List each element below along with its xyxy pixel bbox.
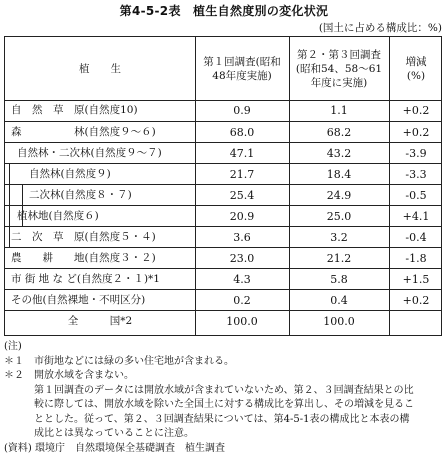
cell-second: 0.4 bbox=[330, 294, 348, 307]
cell-second: 24.9 bbox=[326, 189, 352, 202]
cell-change: -3.3 bbox=[405, 168, 427, 181]
cell-change: +1.5 bbox=[402, 273, 430, 286]
table-row bbox=[5, 184, 441, 206]
cell-first: 100.0 bbox=[226, 315, 258, 328]
cell-first: 25.4 bbox=[229, 189, 255, 202]
note-line: ＊１ 市街地などには緑の多い住宅地が含まれる。 bbox=[4, 355, 234, 367]
table-row bbox=[5, 289, 441, 311]
header-first-survey: 第１回調査(昭和48年度実施) bbox=[203, 55, 281, 82]
cell-change: +0.2 bbox=[402, 294, 430, 307]
table-row bbox=[5, 163, 441, 185]
cell-change: -1.8 bbox=[405, 252, 427, 265]
row-label: 自然林(自然度９) bbox=[29, 168, 111, 180]
row-label: 農 耕 地(自然度３・２) bbox=[11, 252, 156, 264]
cell-change: +0.2 bbox=[402, 126, 430, 139]
cell-first: 20.9 bbox=[229, 210, 255, 223]
row-label: 二次林(自然度８・７) bbox=[29, 189, 132, 201]
cell-first: 47.1 bbox=[229, 147, 255, 160]
table-row bbox=[5, 226, 441, 248]
cell-change: -3.9 bbox=[405, 147, 427, 160]
table-row bbox=[5, 205, 441, 227]
table-header bbox=[5, 37, 441, 101]
cell-first: 68.0 bbox=[229, 126, 255, 139]
header-category: 植 生 bbox=[79, 62, 121, 75]
cell-first: 4.3 bbox=[233, 273, 251, 286]
row-label: 全 国*2 bbox=[67, 315, 133, 327]
unit-note: (国土に占める構成比：%) bbox=[318, 22, 442, 34]
note-line: 第１回調査のデータには開放水域が含まれていないため、第２、３回調査結果との比 bbox=[4, 384, 414, 396]
table-row bbox=[5, 310, 441, 332]
table-row bbox=[5, 121, 441, 143]
cell-second: 100.0 bbox=[323, 315, 355, 328]
note-line: 較に際しては、開放水域を除いた全国土に対する構成比を算出し、その増減を見るこ bbox=[4, 399, 414, 410]
cell-first: 23.0 bbox=[229, 252, 255, 265]
note-line: (注) bbox=[4, 341, 22, 352]
cell-second: 1.1 bbox=[330, 104, 348, 117]
cell-first: 21.7 bbox=[229, 168, 255, 181]
cell-second: 18.4 bbox=[326, 168, 352, 181]
row-label: 二 次 草 原(自然度５・４) bbox=[11, 231, 156, 243]
cell-second: 21.2 bbox=[326, 252, 352, 265]
cell-second: 5.8 bbox=[330, 273, 348, 286]
cell-change bbox=[389, 311, 443, 332]
vegetation-table bbox=[4, 36, 442, 336]
note-line: ＊２ 開放水域を含まない。 bbox=[4, 370, 134, 381]
cell-change: -0.5 bbox=[405, 189, 427, 202]
cell-second: 3.2 bbox=[330, 231, 348, 244]
cell-change: +4.1 bbox=[402, 210, 430, 223]
cell-first: 0.9 bbox=[233, 104, 251, 117]
table-row bbox=[5, 142, 441, 164]
row-label: 市 街 地 な ど(自然度２・１)*1 bbox=[11, 273, 160, 285]
cell-second: 68.2 bbox=[326, 126, 352, 139]
row-label: その他(自然裸地・不明区分) bbox=[11, 294, 146, 306]
table-title: 第4-5-2表 植生自然度別の変化状況 bbox=[119, 4, 329, 18]
header-change: 増減(%) bbox=[405, 55, 427, 82]
cell-second: 25.0 bbox=[326, 210, 352, 223]
cell-change: -0.4 bbox=[405, 231, 427, 244]
table-row bbox=[5, 100, 441, 121]
table-row bbox=[5, 268, 441, 290]
cell-first: 3.6 bbox=[233, 231, 251, 244]
note-line: (資料) 環境庁 自然環境保全基礎調査 植生調査 bbox=[4, 442, 225, 454]
header-second-third-survey: 第２・第３回調査(昭和54、58～61年度に実施) bbox=[295, 48, 383, 89]
table-row bbox=[5, 247, 441, 269]
row-label: 自然林・二次林(自然度９～７) bbox=[17, 147, 162, 159]
note-line: 成比とは異なっていることに注意。 bbox=[4, 428, 194, 439]
row-label: 植林地(自然度６) bbox=[17, 210, 99, 222]
row-label: 森 林(自然度９～６) bbox=[11, 126, 156, 138]
note-line: ととした。従って、第２、３回調査結果については、第4-5-1表の構成比と本表の構 bbox=[4, 413, 410, 425]
footnotes bbox=[4, 340, 444, 456]
cell-first: 0.2 bbox=[233, 294, 251, 307]
row-label: 自 然 草 原(自然度10) bbox=[11, 104, 138, 116]
cell-second: 43.2 bbox=[326, 147, 352, 160]
cell-change: +0.2 bbox=[402, 104, 430, 117]
